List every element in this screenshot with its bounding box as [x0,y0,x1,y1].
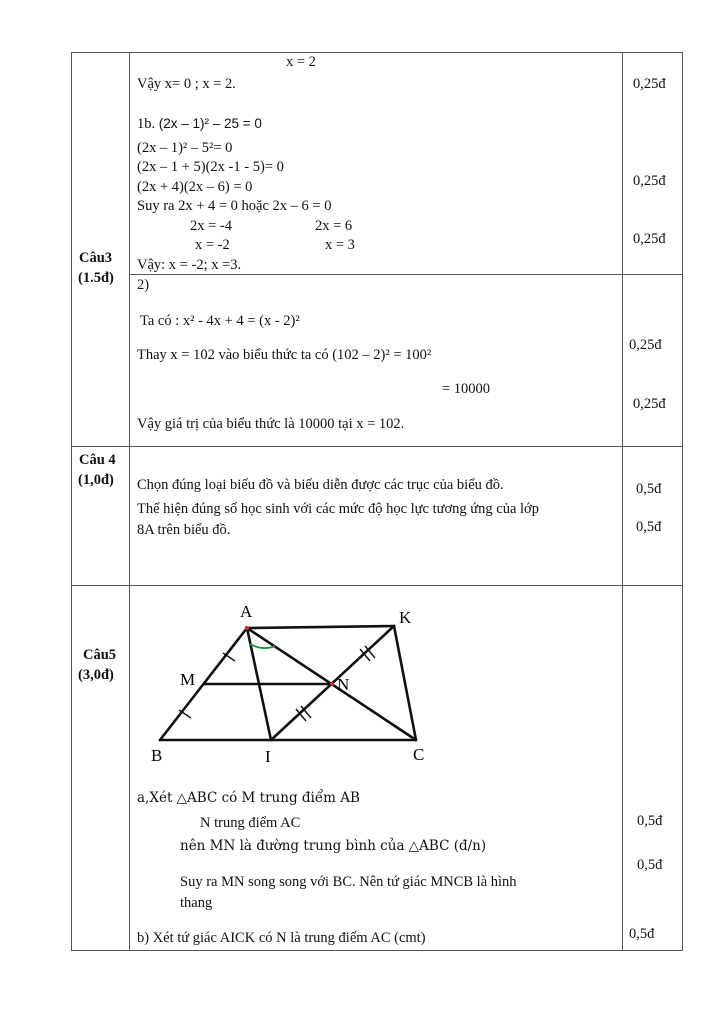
cau4-line3: 8A trên biểu đồ. [137,522,231,538]
cau3-line-step2: (2x – 1 + 5)(2x -1 - 5)= 0 [137,159,284,175]
vertex-n-dot [330,682,334,686]
point-m-label: M [180,670,196,689]
cau3-line-step1: (2x – 1)² – 5²= 0 [137,140,233,156]
cau3-line-step6b: x = 3 [325,237,355,253]
point-a-label: A [240,602,253,621]
border-bottom [71,950,683,951]
cau3-line-step5b: 2x = 6 [315,218,353,234]
point-c-label: C [413,745,425,764]
cau3-part2-line4: Vậy giá trị của biểu thức là 10000 tại x = 102. [137,416,405,432]
cau4-line1: Chọn đúng loại biểu đồ và biểu diễn được các trục của biểu đồ. [137,477,504,493]
cau3-part2-line1: Ta có : x² - 4x + 4 = (x - 2)² [140,313,300,329]
cau5-score-2: 0,5đ [637,857,663,873]
cau4-points: (1,0đ) [78,472,114,488]
cau3-1b-equation: (2x – 1)² – 25 = 0 [158,116,262,131]
cau5-score-3: 0,5đ [629,926,655,942]
cau5-line6: b) Xét tứ giác AICK có N là trung điểm AC (cmt) [137,930,426,946]
cau4-score-2: 0,5đ [636,519,662,535]
cau3-score-4: 0,25đ [629,337,662,353]
cau3-score-2: 0,25đ [633,173,666,189]
border-col2 [622,52,623,951]
segment-kc [394,626,416,740]
point-b-label: B [151,746,163,765]
cau5-label: Câu5 [83,647,117,663]
row-divider-cau3-part [129,274,683,275]
point-k-label: K [399,608,412,627]
cau4-label: Câu 4 [79,452,116,468]
geometry-figure [140,598,440,768]
cau3-part2-line2: Thay x = 102 vào biểu thức ta có (102 – 2)² = 100² [137,347,432,363]
cau3-label: Câu3 [79,250,113,266]
cau4-line2: Thể hiện đúng số học sinh với các mức độ học lực tương ứng của lớp [137,501,539,517]
cau5-points: (3,0đ) [78,667,114,683]
cau3-1b-prefix: 1b. [137,116,156,132]
cau3-line-conclusion1: Vậy x= 0 ; x = 2. [137,76,236,92]
cau5-line2: N trung điểm AC [200,815,301,831]
row-divider-cau4 [71,446,683,447]
cau5-line1: a,Xét △ABC có M trung điểm AB [137,790,360,806]
row-divider-cau5 [71,585,683,586]
border-top [71,52,683,53]
cau3-line-conclusion2: Vậy: x = -2; x =3. [137,257,242,273]
border-right [682,52,683,951]
cau3-line-step4: Suy ra 2x + 4 = 0 hoặc 2x – 6 = 0 [137,198,332,214]
cau3-line-step3: (2x + 4)(2x – 6) = 0 [137,179,253,195]
cau3-line-step6a: x = -2 [195,237,230,253]
cau3-score-3: 0,25đ [633,231,666,247]
cau4-score-1: 0,5đ [636,481,662,497]
cau3-score-1: 0,25đ [633,76,666,92]
point-i-label: I [265,747,271,766]
cau3-points: (1.5đ) [78,270,114,286]
cau3-part2-line3: = 10000 [442,381,491,397]
cau3-line-x2: x = 2 [286,54,316,70]
cau5-line5: thang [180,895,213,911]
cau5-line3: nên MN là đường trung bình của △ABC (đ/n) [180,838,487,854]
cau5-line4: Suy ra MN song song với BC. Nên tứ giác MNCB là hình [180,874,517,890]
cau3-line-1b [137,117,262,132]
segment-ak [247,626,394,628]
border-left [71,52,72,951]
cau3-line-step5a: 2x = -4 [190,218,233,234]
border-col1 [129,52,130,951]
cau3-score-5: 0,25đ [633,396,666,412]
point-n-label: N [337,675,350,694]
cau5-score-1: 0,5đ [637,813,663,829]
vertex-a-dot [245,626,249,630]
cau3-part2-label: 2) [137,277,150,293]
